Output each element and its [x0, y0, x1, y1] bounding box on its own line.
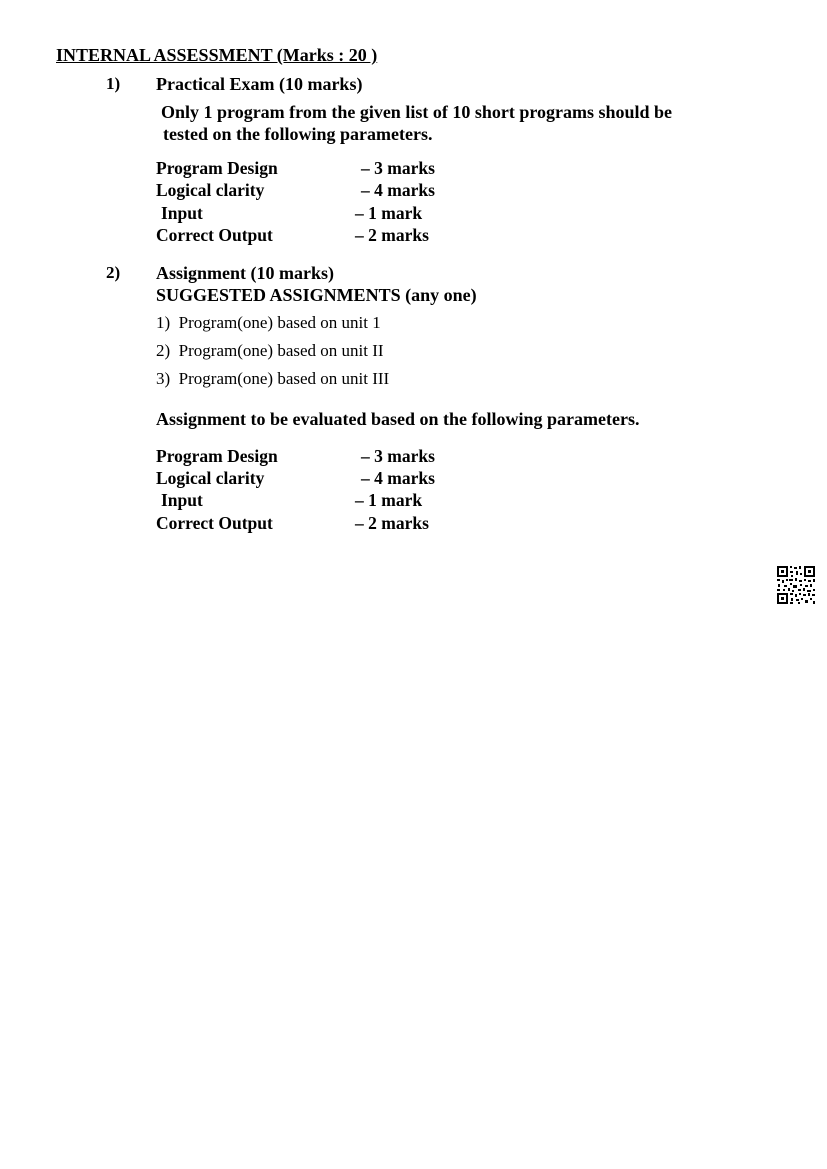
section-2-param-name: Correct Output	[156, 513, 273, 533]
section-2-number: 2)	[106, 263, 121, 282]
section-1-description-line-2: tested on the following parameters.	[163, 124, 433, 144]
section-1-param-name: Program Design	[156, 158, 278, 178]
qr-code-icon	[776, 565, 816, 605]
section-1-param-name: Logical clarity	[156, 180, 265, 200]
section-1-param-marks: – 3 marks	[361, 158, 435, 178]
section-2-param-name: Program Design	[156, 446, 278, 466]
section-2-title: Assignment (10 marks)	[156, 263, 334, 283]
assignment-text: Program(one) based on unit III	[178, 369, 390, 388]
section-1-param-marks: – 2 marks	[355, 225, 429, 245]
assignment-number: 3)	[156, 369, 171, 388]
section-1-description-line-1: Only 1 program from the given list of 10 short programs should be	[161, 102, 673, 122]
section-2-subtitle: SUGGESTED ASSIGNMENTS (any one)	[156, 285, 477, 305]
section-2-param-name: Input	[161, 490, 203, 510]
section-1-param-marks: – 4 marks	[361, 180, 435, 200]
section-1-title: Practical Exam (10 marks)	[156, 74, 363, 94]
section-2-param-marks: – 2 marks	[355, 513, 429, 533]
section-1-param-name: Input	[161, 203, 203, 223]
page-title: INTERNAL ASSESSMENT (Marks : 20 )	[56, 45, 378, 65]
assignment-text: Program(one) based on unit II	[178, 341, 384, 360]
section-2-param-marks: – 1 mark	[355, 490, 423, 510]
assignment-text: Program(one) based on unit 1	[178, 313, 381, 332]
assignment-number: 2)	[156, 341, 171, 360]
assignment-item	[156, 341, 384, 361]
section-2-param-name: Logical clarity	[156, 468, 265, 488]
evaluation-note: Assignment to be evaluated based on the following parameters.	[156, 409, 640, 429]
section-1-param-name: Correct Output	[156, 225, 273, 245]
section-2-param-marks: – 3 marks	[361, 446, 435, 466]
assignment-item	[156, 369, 389, 389]
assignment-number: 1)	[156, 313, 171, 332]
section-1-number: 1)	[106, 74, 121, 93]
section-2-param-marks: – 4 marks	[361, 468, 435, 488]
assignment-item	[156, 313, 381, 333]
section-1-param-marks: – 1 mark	[355, 203, 423, 223]
